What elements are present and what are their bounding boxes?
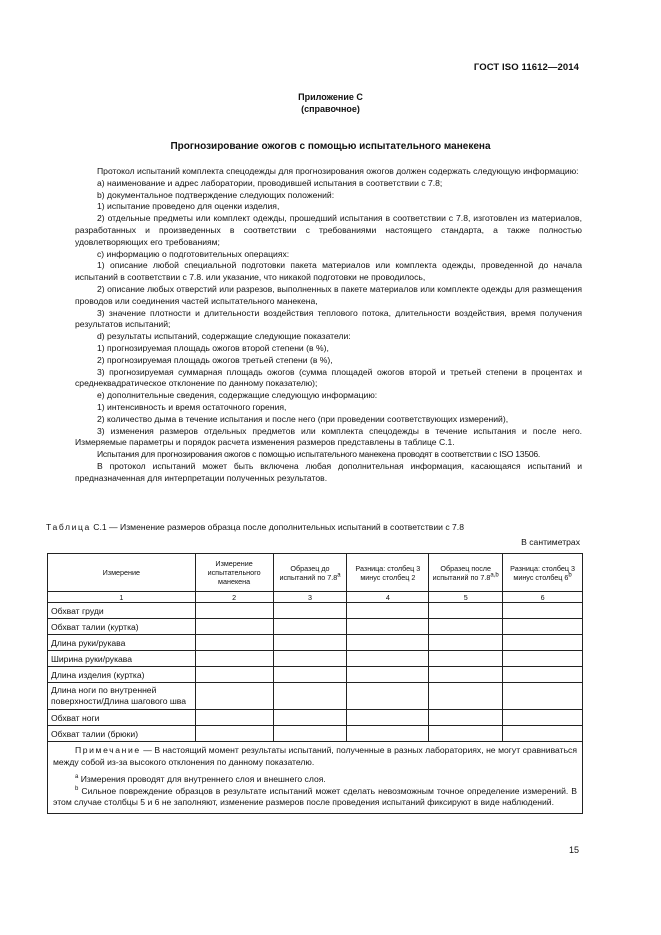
paragraph: 3) прогнозируемая суммарная площадь ожогов (сумма площадей ожогов второй и третьей степени в процентах и среднеквадратическое отклонение по данному показателю); — [75, 366, 582, 389]
empty-cell — [273, 619, 347, 635]
paragraph: Испытания для прогнозирования ожогов с помощью испытательного манекена проводят в соответствии с ISO 13506. — [97, 449, 541, 460]
empty-cell — [503, 635, 583, 651]
footnote-mark: b — [75, 785, 79, 792]
standard-designation: ГОСТ ISO 11612—2014 — [473, 62, 579, 73]
empty-cell — [273, 710, 347, 726]
paragraph: Протокол испытаний комплекта спецодежды для прогнозирования ожогов должен содержать следующую информацию: — [97, 166, 579, 176]
empty-cell — [195, 635, 273, 651]
empty-cell — [429, 635, 503, 651]
row-label: Длина изделия (куртка) — [48, 667, 196, 683]
paragraph: 2) прогнозируемая площадь ожогов третьей степени (в %), — [97, 354, 333, 365]
empty-cell — [195, 619, 273, 635]
column-number-row — [48, 592, 583, 603]
row-label: Обхват груди — [48, 603, 196, 619]
column-number: 2 — [195, 592, 273, 603]
table-header-cell: Измерение испытательного манекена — [195, 554, 273, 592]
empty-cell — [195, 683, 273, 710]
footnote-text: Сильное повреждение образцов в результате испытаний может сделать невозможным точное определение измерений. В этом случае столбцы 5 и 6 не заполняют, изменение размеров после проведения испытаний фиксируют в виде наблюдений. — [53, 785, 577, 807]
table-header-cell: Разница: столбец 3 минус столбец 6$^b$ — [503, 554, 583, 592]
empty-cell — [195, 710, 273, 726]
empty-cell — [503, 603, 583, 619]
empty-cell — [503, 726, 583, 742]
table-row — [48, 619, 583, 635]
paragraph: 1) испытание проведено для оценки изделия, — [97, 201, 280, 212]
table-row — [48, 667, 583, 683]
page-number: 15 — [568, 845, 579, 855]
footnote-mark: а,b — [490, 572, 499, 579]
row-label: Обхват ноги — [48, 710, 196, 726]
empty-cell — [347, 683, 429, 710]
paragraph: e) дополнительные сведения, содержащие следующую информацию: — [97, 390, 378, 401]
table-caption — [46, 522, 464, 532]
table-header-cell: Разница: столбец 3 минус столбец 2 — [347, 554, 429, 592]
annex-type: (справочное) — [301, 104, 360, 114]
empty-cell — [273, 635, 347, 651]
paragraph: 3) изменения размеров отдельных предметов или комплекта спецодежды в течение испытания и после него. Измеряемые параметры и порядок расчета изменения размеров представлены в таблице С.1. — [75, 425, 582, 448]
footnote-mark: b — [568, 572, 572, 579]
table-note — [53, 745, 577, 768]
table-caption-text: С.1 — Изменение размеров образца после дополнительных испытаний в соответствии с 7.8 — [93, 522, 464, 532]
row-label: Обхват талии (брюки) — [48, 726, 196, 742]
empty-cell — [273, 683, 347, 710]
row-label: Длина руки/рукава — [48, 635, 196, 651]
empty-cell — [273, 651, 347, 667]
empty-cell — [273, 603, 347, 619]
empty-cell — [195, 667, 273, 683]
empty-cell — [273, 667, 347, 683]
annex-title: Приложение С — [298, 92, 363, 102]
paragraph: 2) описание любых отверстий или разрезов, выполненных в пакете материалов или комплекте одежды для размещения проводов или соединения частей испытательного манекена, — [75, 283, 582, 306]
empty-cell — [347, 726, 429, 742]
empty-cell — [503, 710, 583, 726]
paragraph: 1) прогнозируемая площадь ожогов второй степени (в %), — [97, 342, 329, 353]
table-header-cell: Образец до испытаний по $7.8^а$ — [273, 554, 347, 592]
paragraph: c) информацию о подготовительных операциях: — [97, 248, 290, 259]
empty-cell — [195, 651, 273, 667]
paragraph: d) результаты испытаний, содержащие следующие показатели: — [97, 331, 351, 342]
row-label: Длина ноги по внутренней поверхности/Длина шагового шва — [48, 683, 196, 710]
table-row — [48, 651, 583, 667]
note-text: — В настоящий момент результаты испытаний, полученные в разных лабораториях, не могут сравниваться между собой из-за высокого отклонения по данному показателю. — [53, 745, 578, 767]
empty-cell — [273, 726, 347, 742]
body-text — [75, 166, 582, 485]
note-label: Примечание — [75, 745, 141, 755]
column-number: 5 — [429, 592, 503, 603]
table-unit: В сантиметрах — [521, 537, 580, 547]
empty-cell — [347, 603, 429, 619]
empty-cell — [429, 683, 503, 710]
column-number: 3 — [273, 592, 347, 603]
table-footer-row — [48, 742, 583, 814]
empty-cell — [429, 619, 503, 635]
empty-cell — [429, 726, 503, 742]
empty-cell — [503, 667, 583, 683]
empty-cell — [429, 603, 503, 619]
row-label: Ширина руки/рукава — [48, 651, 196, 667]
empty-cell — [347, 710, 429, 726]
table-caption-prefix: Таблица — [46, 522, 91, 532]
empty-cell — [347, 635, 429, 651]
empty-cell — [347, 651, 429, 667]
footnote — [53, 774, 577, 786]
dimensions-table — [47, 553, 583, 814]
table-row — [48, 603, 583, 619]
footnote-mark: а — [337, 572, 341, 579]
section-title: Прогнозирование ожогов с помощью испытательного манекена — [170, 141, 491, 152]
column-number: 4 — [347, 592, 429, 603]
paragraph: 2) количество дыма в течение испытания и после него (при проведении соответствующих измерений), — [97, 413, 509, 424]
paragraph: 1) интенсивность и время остаточного горения, — [97, 401, 287, 412]
column-number: 1 — [48, 592, 196, 603]
table-row — [48, 726, 583, 742]
empty-cell — [503, 683, 583, 710]
table-row — [48, 683, 583, 710]
table-row — [48, 710, 583, 726]
row-label: Обхват талии (куртка) — [48, 619, 196, 635]
empty-cell — [503, 651, 583, 667]
paragraph: 2) отдельные предметы или комплект одежды, прошедший испытания в соответствии с 7.8, изготовлен из материалов, разработанных и произведенных в соответствии с требованиями настоящего стандарта, а также полностью удовлетворяющих его требованиям; — [75, 213, 582, 247]
footnote-mark: а — [75, 774, 79, 781]
empty-cell — [503, 619, 583, 635]
table-notes — [48, 742, 583, 814]
paragraph: 3) значение плотности и длительности воздействия теплового потока, длительности воздействия, время получения результатов испытаний; — [75, 307, 582, 330]
empty-cell — [347, 619, 429, 635]
footnote-text: Измерения проводят для внутреннего слоя и внешнего слоя. — [80, 774, 326, 784]
empty-cell — [429, 651, 503, 667]
column-number: 6 — [503, 592, 583, 603]
table-header-cell: Образец после испытаний по $7.8^{а,b}$ — [429, 554, 503, 592]
table-row — [48, 635, 583, 651]
empty-cell — [429, 710, 503, 726]
empty-cell — [195, 603, 273, 619]
paragraph: a) наименование и адрес лаборатории, проводившей испытания в соответствии с 7.8; — [97, 177, 443, 188]
table-header-cell: Измерение — [48, 554, 196, 592]
empty-cell — [195, 726, 273, 742]
footnote — [53, 786, 577, 809]
paragraph: b) документальное подтверждение следующих положений: — [97, 189, 335, 200]
paragraph: 1) описание любой специальной подготовки пакета материалов или комплекта одежды, проведенной до начала испытаний в соответствии с 7.8. или указание, что никакой подготовки не проводилось, — [75, 260, 582, 283]
empty-cell — [347, 667, 429, 683]
empty-cell — [429, 667, 503, 683]
paragraph: В протокол испытаний может быть включена любая дополнительная информация, касающаяся испытаний и предназначенная для интерпретации полученных результатов. — [75, 460, 582, 483]
table-header-row — [48, 554, 583, 592]
